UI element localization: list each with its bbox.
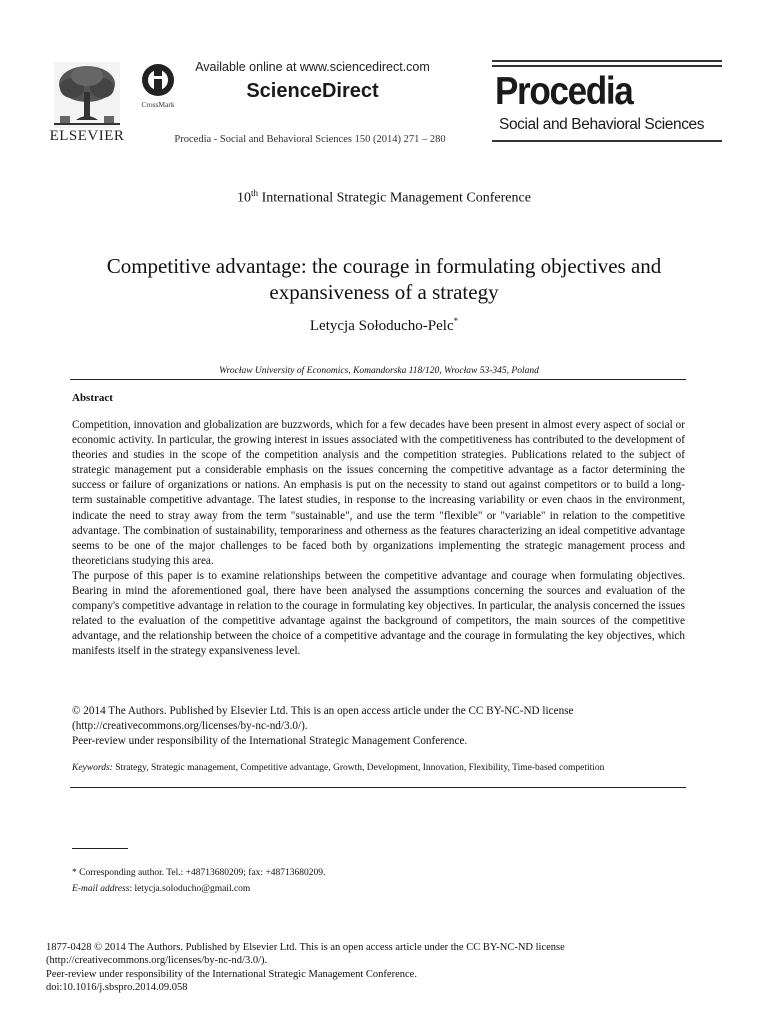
keywords-label: Keywords: (72, 763, 113, 773)
masthead-rule (492, 140, 722, 142)
sciencedirect-brand: ScienceDirect (246, 80, 379, 102)
email-value[interactable]: : letycja.soloducho@gmail.com (129, 884, 251, 894)
author-line (0, 316, 768, 335)
procedia-masthead (492, 60, 722, 145)
license-block (72, 704, 685, 749)
elsevier-logo (46, 62, 128, 148)
section-rule (70, 787, 686, 788)
affiliation: Wrocław University of Economics, Komandorska 118/120, Wrocław 53-345, Poland (219, 366, 539, 376)
crossmark-badge[interactable] (138, 62, 178, 110)
abstract-paragraph: Competition, innovation and globalization are buzzwords, which for a few decades have been present in almost every aspect of social or economic activity. In particular, the growing interest in issues associated with the competitiveness has contributed to the development of theories and studies in the scope of the competition analysis and the competition strategies. Publications related to the subject of strategic management put a considerable emphasis on the issues concerning the competitive advantage as a factor determining the success or failure of organizations or nations. An emphasis is put on the necessity to stand out against competitors or to build a long-term sustainable competitive advantage. The latest studies, in response to the increasing variability or even chaos in the environment, indicate the need to stray away from the term "sustainable", and use the term "flexible" or "variable" in relation to the competitive advantage. The combination of sustainability, temporariness and otherness as the features characterizing an ideal competitive advantage seems to be one of the major challenges to be faced both by organizations implementing the strategic management process and theoreticians studying this area. (72, 419, 685, 567)
footnote (72, 865, 685, 897)
issn-license-line: 1877-0428 © 2014 The Authors. Published by Elsevier Ltd. This is an open access article under the CC BY-NC-ND license (46, 942, 565, 953)
paper-title: Competitive advantage: the courage in formulating objectives and expansiveness of a strategy (106, 254, 662, 304)
keywords-list: Strategy, Strategic management, Competitive advantage, Growth, Development, Innovation, Flexibility, Time-based competition (115, 763, 605, 773)
conference-name: International Strategic Management Conference (261, 190, 531, 206)
abstract-paragraph: The purpose of this paper is to examine relationships between the competitive advantage and courage when formulating objectives. Bearing in mind the aforementioned goal, there have been analysed the assumptions concerning the sources and evaluation of the company's competitive advantage in relation to the courage in formulating key objectives. In particular, the analysis concerned the issues related to the evaluation of the competitive advantage against the background of competitors, the main sources of the competitive advantage, and the relationship between the choice of a competitive advantage and the courage in formulating the key objectives, which manifests itself in the strategy expansiveness level. (72, 569, 685, 658)
crossmark-label: CrossMark (141, 100, 175, 109)
peer-review-line: Peer-review under responsibility of the International Strategic Management Conference. (72, 735, 468, 747)
crossmark-icon (138, 62, 178, 100)
author-name: Letycja Sołoducho-Pelc (309, 318, 454, 334)
publisher-wordmark: ELSEVIER (49, 128, 125, 144)
peer-review-line: Peer-review under responsibility of the International Strategic Management Conference. (46, 968, 417, 980)
corresponding-author-note: * Corresponding author. Tel.: +48713680209; fax: +48713680209. (72, 868, 326, 878)
masthead-rule (492, 65, 722, 67)
journal-subtitle: Social and Behavioral Sciences (499, 116, 705, 133)
conference-line (0, 188, 768, 207)
abstract-body (72, 418, 685, 660)
license-link[interactable]: (http://creativecommons.org/licenses/by-nc-nd/3.0/). (46, 955, 268, 967)
author-mark: * (453, 316, 459, 326)
journal-citation: Procedia - Social and Behavioral Sciences 150 (2014) 271 – 280 (174, 134, 446, 145)
section-rule (70, 379, 686, 380)
license-link[interactable]: (http://creativecommons.org/licenses/by-nc-nd/3.0/). (72, 720, 308, 732)
abstract-heading: Abstract (72, 392, 113, 404)
doi-line[interactable]: doi:10.1016/j.sbspro.2014.09.058 (46, 982, 188, 994)
conference-ordinal-suffix: th (251, 188, 259, 198)
elsevier-tree-icon (54, 62, 120, 128)
journal-brand: Procedia (495, 70, 633, 113)
available-online-text: Available online at www.sciencedirect.com (195, 60, 430, 74)
keywords-line (72, 763, 685, 773)
license-line: © 2014 The Authors. Published by Elsevier Ltd. This is an open access article under the CC BY-NC-ND license (72, 705, 574, 717)
email-label: E-mail address (72, 884, 130, 894)
email-line (72, 881, 685, 897)
copyright-block (46, 941, 726, 995)
conference-ordinal: 10 (237, 190, 252, 206)
masthead-rule (492, 60, 722, 62)
footnote-rule (72, 848, 128, 849)
